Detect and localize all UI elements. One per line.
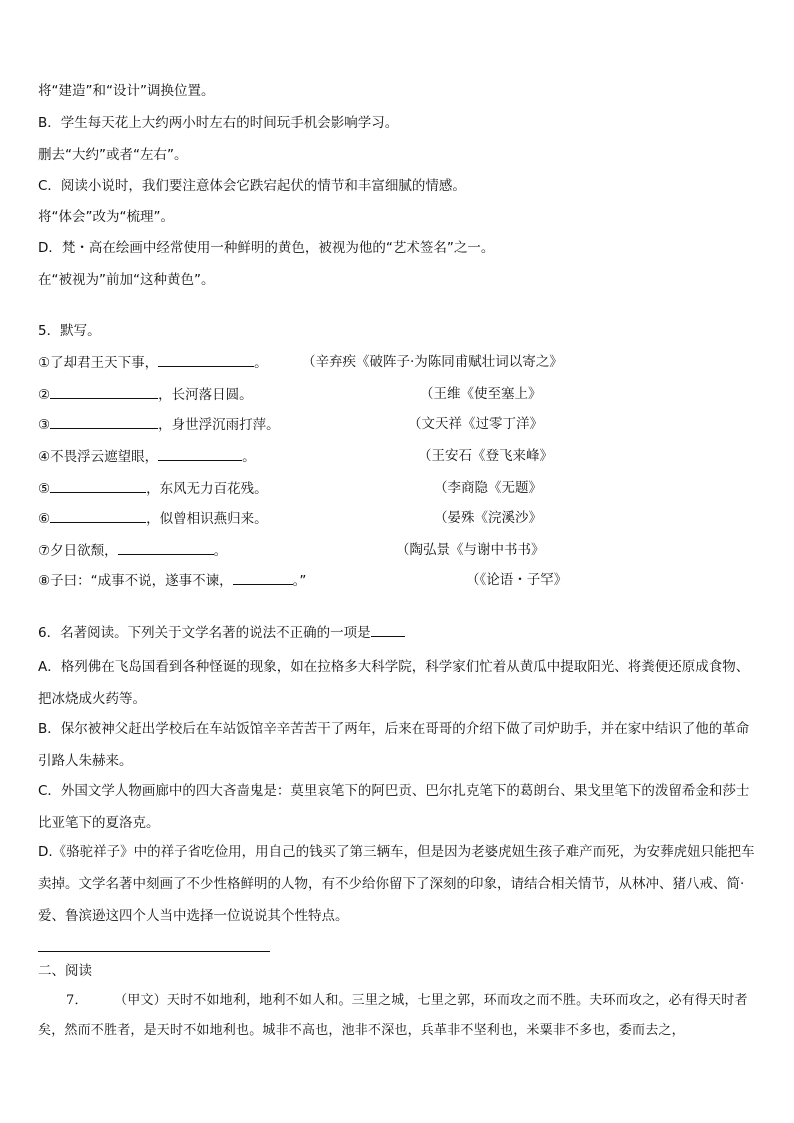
q5-item-2 bbox=[38, 384, 253, 405]
q4-fix-b: 删去“大约”或者“左右”。 bbox=[38, 147, 188, 163]
item-suffix: 。 bbox=[254, 355, 268, 371]
q4-fix-a: 将“建造”和“设计”调换位置。 bbox=[38, 83, 215, 99]
answer-blank[interactable] bbox=[233, 570, 293, 585]
item-suffix: 。 bbox=[213, 543, 228, 559]
q4-option-b: B．学生每天花上大约两小时左右的时间玩手机会影响学习。 bbox=[38, 115, 399, 131]
q5-source-3: （文天祥《过零丁洋》 bbox=[408, 416, 543, 432]
q5-item-5 bbox=[38, 478, 268, 499]
q5-source-2: （王维《使至塞上》 bbox=[420, 386, 542, 402]
q7-number: 7． bbox=[66, 993, 88, 1008]
q5-source-7: （陶弘景《与谢中书书》 bbox=[396, 542, 545, 558]
q6-option-d: D.《骆驼祥子》中的祥子省吃俭用，用自己的钱买了第三辆车，但是因为老婆虎妞生孩子难产而死，为安葬虎妞只能把车卖掉。文学名著中刻画了不少性格鲜明的人物，有不少给你留下了深刻的印象，请结合相关情节，从林冲、猪八戒、简·爱、鲁滨逊这四个人当中选择一位说说其个性特点。 bbox=[38, 844, 755, 924]
item-prefix: ② bbox=[38, 387, 51, 403]
q5-title: 5．默写。 bbox=[38, 323, 101, 339]
answer-blank[interactable] bbox=[50, 414, 158, 429]
q6-title-text: 6．名著阅读。下列关于文学名著的说法不正确的一项是 bbox=[38, 625, 371, 641]
item-suffix: 。 bbox=[242, 449, 256, 465]
item-suffix: 。” bbox=[292, 573, 307, 589]
q5-source-6: （晏殊《浣溪沙》 bbox=[434, 510, 542, 526]
q7-text: （甲文）天时不如地利，地利不如人和。三里之城，七里之郭，环而攻之而不胜。夫环而攻之，必有得天时者矣，然而不胜者，是天时不如地利也。城非不高也，池非不深也，兵革非不坚利也，米粟非不多也，委而去之， bbox=[38, 993, 748, 1038]
divider bbox=[38, 951, 270, 952]
q6-option-a: A．格列佛在飞岛国看到各种怪诞的现象，如在拉格多大科学院，科学家们忙着从黄瓜中提取阳光、将粪便还原成食物、把冰烧成火药等。 bbox=[38, 659, 750, 707]
item-suffix: ，东风无力百花残。 bbox=[146, 481, 268, 497]
item-prefix: ④不畏浮云遮望眼， bbox=[38, 449, 159, 465]
q5-source-8: （《论语・子罕》 bbox=[466, 572, 568, 588]
q6-option-b: B．保尔被神父赶出学校后在车站饭馆辛辛苦苦干了两年，后来在哥哥的介绍下做了司炉助手，并在家中结识了他的革命引路人朱赫来。 bbox=[38, 721, 750, 769]
item-prefix: ③ bbox=[38, 417, 51, 433]
section-heading: 二、阅读 bbox=[38, 963, 92, 979]
q7-passage bbox=[38, 986, 758, 1046]
answer-blank[interactable] bbox=[50, 384, 158, 399]
item-suffix: ，身世浮沉雨打萍。 bbox=[158, 417, 280, 433]
q6-option-c: C．外国文学人物画廊中的四大吝啬鬼是：莫里哀笔下的阿巴贡、巴尔扎克笔下的葛朗台、果戈里笔下的泼留希金和莎士比亚笔下的夏洛克。 bbox=[38, 783, 750, 831]
q4-option-c: C．阅读小说时，我们要注意体会它跌宕起伏的情节和丰富细腻的情感。 bbox=[38, 178, 466, 194]
answer-blank[interactable] bbox=[371, 622, 405, 637]
item-suffix: ，长河落日圆。 bbox=[158, 387, 253, 403]
answer-blank[interactable] bbox=[50, 478, 146, 493]
answer-blank[interactable] bbox=[50, 508, 146, 523]
q5-source-5: （李商隐《无题》 bbox=[434, 480, 542, 496]
item-prefix: ⑦夕日欲颓， bbox=[38, 543, 118, 559]
answer-blank[interactable] bbox=[158, 446, 242, 461]
q5-item-4 bbox=[38, 446, 256, 467]
q4-fix-c: 将“体会”改为“梳理”。 bbox=[38, 209, 174, 225]
answer-blank[interactable] bbox=[118, 540, 214, 555]
q5-item-3 bbox=[38, 414, 280, 435]
q6-title bbox=[38, 622, 405, 643]
item-suffix: ，似曾相识燕归来。 bbox=[146, 511, 268, 527]
q5-item-8 bbox=[38, 570, 306, 591]
item-prefix: ⑥ bbox=[38, 511, 51, 527]
q5-item-1 bbox=[38, 352, 268, 373]
q4-option-d: D．梵・高在绘画中经常使用一种鲜明的黄色，被视为他的“艺术签名”之一。 bbox=[38, 240, 495, 256]
answer-blank[interactable] bbox=[158, 352, 254, 367]
q5-item-6 bbox=[38, 508, 268, 529]
item-prefix: ⑧子曰：“成事不说，遂事不谏， bbox=[38, 573, 233, 589]
q4-fix-d: 在“被视为”前加“这种黄色”。 bbox=[38, 272, 215, 288]
item-prefix: ⑤ bbox=[38, 481, 51, 497]
item-prefix: ①了却君王天下事， bbox=[38, 355, 159, 371]
q5-source-4: （王安石《登飞来峰》 bbox=[418, 448, 553, 464]
q5-source-1: （辛弃疾《破阵子·为陈同甫赋壮词以寄之》 bbox=[302, 354, 563, 370]
q5-item-7 bbox=[38, 540, 227, 561]
